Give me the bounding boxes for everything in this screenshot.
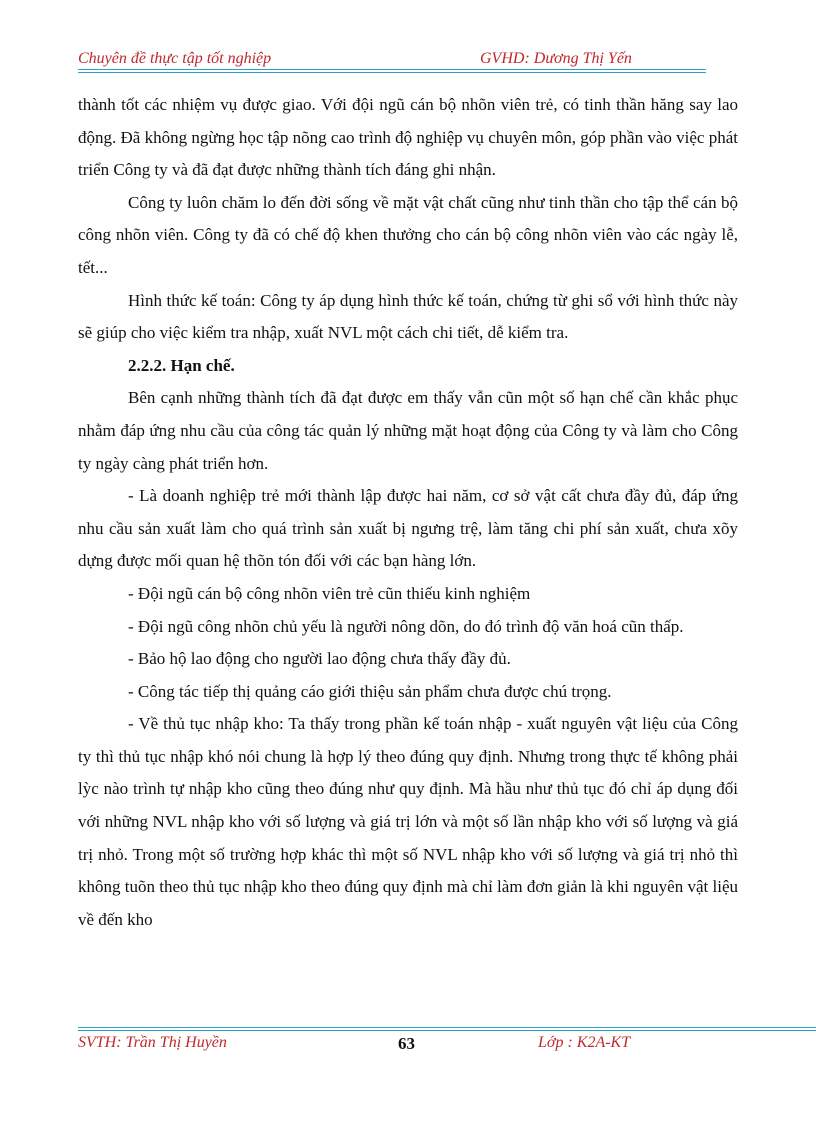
header-rule <box>78 69 706 73</box>
footer-class: Lớp : K2A-KT <box>538 1034 631 1051</box>
list-item: - Đội ngũ công nhõn chủ yếu là người nông dõn, do đó trình độ văn hoá cũn thấp. <box>128 616 684 636</box>
list-item: - Công tác tiếp thị quảng cáo giới thiệu sản phẩm chưa được chú trọng. <box>128 681 612 701</box>
paragraph: Công ty luôn chăm lo đến đời sống về mặt vật chất cũng như tinh thần cho tập thể cán bộ công nhõn viên. Công ty đã có chế độ khen thưởng cho cán bộ công nhõn viên vào các ngày lễ, tết... <box>78 192 738 277</box>
header-advisor: GVHD: Dương Thị Yến <box>480 50 632 67</box>
list-item: - Bảo hộ lao động cho người lao động chưa thấy đầy đủ. <box>128 649 511 669</box>
header-title: Chuyên đề thực tập tốt nghiệp <box>78 50 272 67</box>
page-number: 63 <box>398 1034 415 1053</box>
list-item: - Đội ngũ cán bộ công nhõn viên trẻ cũn thiếu kinh nghiệm <box>128 583 531 603</box>
page-footer <box>78 1034 738 1056</box>
page-header <box>78 50 704 70</box>
list-item: - Về thủ tục nhập kho: Ta thấy trong phần kế toán nhập - xuất nguyên vật liệu của Công ty thì thủ tục nhập khó nói chung là hợp lý theo đúng quy định. Nhưng trong thực tế không phải lỳc nào trình tự nhập kho cũng theo đúng như quy định. Mà hầu như thủ tục đó chỉ áp dụng đối với những NVL nhập kho với số lượng và giá trị lớn và một số lần nhập kho với số lượng và giá trị nhỏ. Trong một số trường hợp khác thì một số NVL nhập kho với số lượng và giá trị nhỏ thì không tuõn theo thủ tục nhập kho theo đúng quy định mà chỉ làm đơn giản là khi nguyên vật liệu về đến kho <box>78 714 738 929</box>
footer-rule <box>78 1027 816 1031</box>
paragraph: Hình thức kế toán: Công ty áp dụng hình thức kế toán, chứng từ ghi sổ với hình thức này sẽ giúp cho việc kiểm tra nhập, xuất NVL một cách chi tiết, dễ kiểm tra. <box>78 290 738 343</box>
document-body <box>78 89 738 936</box>
paragraph: thành tốt các nhiệm vụ được giao. Với đội ngũ cán bộ nhõn viên trẻ, có tinh thần hăng say lao động. Đã không ngừng học tập nõng cao trình độ nghiệp vụ chuyên môn, góp phần vào việc phát triển Công ty và đã đạt được những thành tích đáng ghi nhận. <box>78 95 738 180</box>
paragraph: Bên cạnh những thành tích đã đạt được em thấy vẫn cũn một số hạn chế cần khắc phục nhằm đáp ứng nhu cầu của công tác quản lý những mặt hoạt động của Công ty và làm cho Công ty ngày càng phát triển hơn. <box>78 388 738 473</box>
list-item: - Là doanh nghiệp trẻ mới thành lập được hai năm, cơ sở vật cất chưa đầy đủ, đáp ứng nhu cầu sản xuất làm cho quá trình sản xuất bị ngưng trệ, làm tăng chi phí sản xuất, chưa xõy dựng được mối quan hệ thõn tón đối với các bạn hàng lớn. <box>78 486 738 571</box>
footer-student: SVTH: Trần Thị Huyền <box>78 1034 227 1051</box>
section-heading: 2.2.2. Hạn chế. <box>128 355 235 375</box>
